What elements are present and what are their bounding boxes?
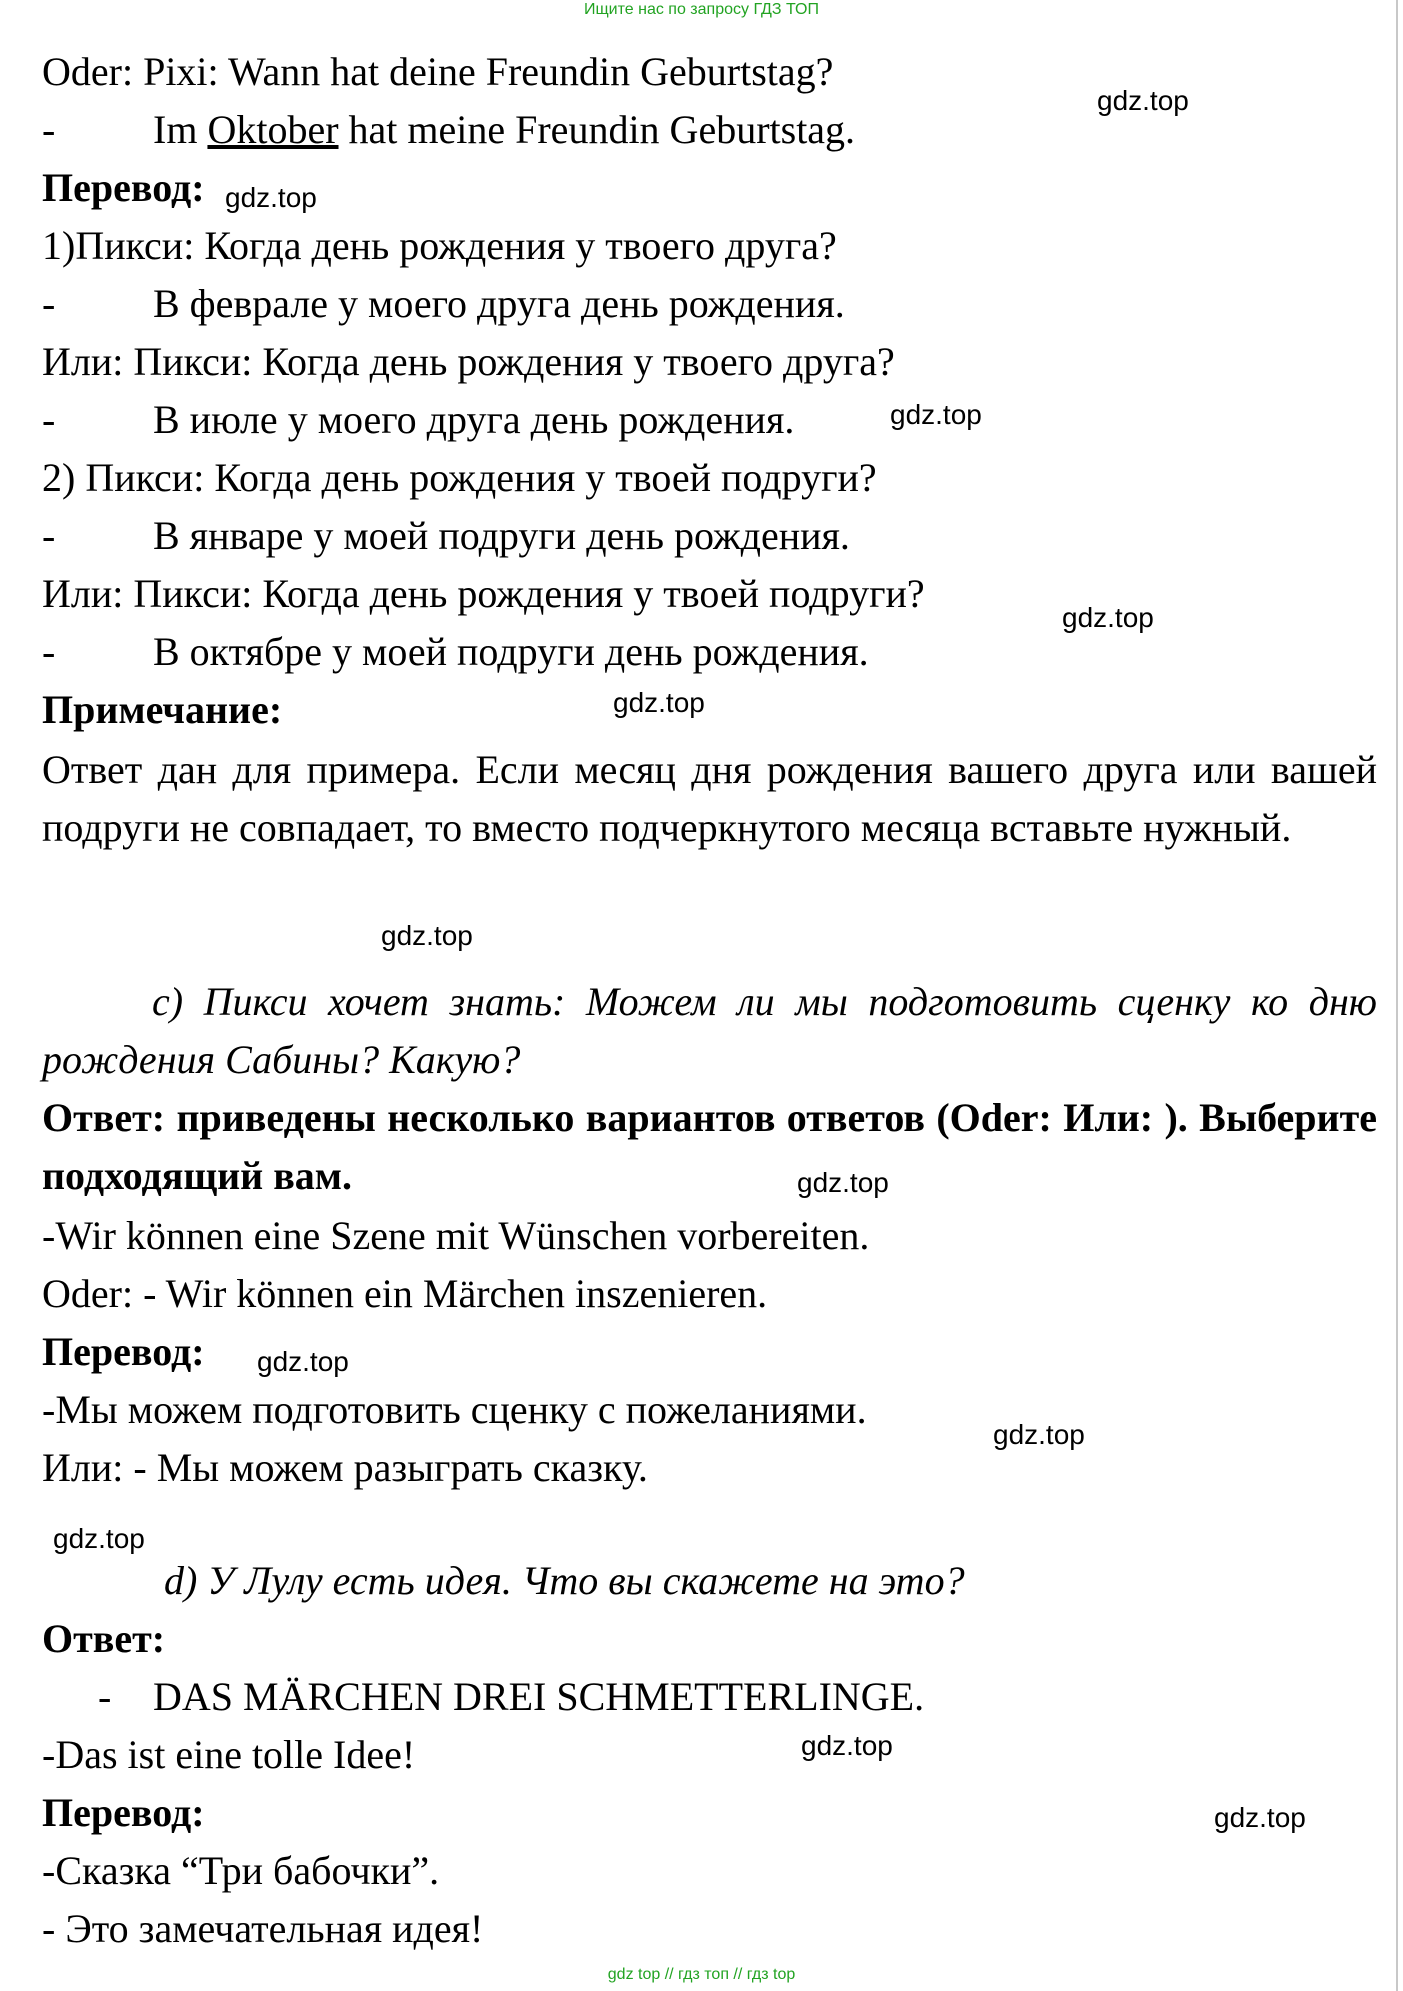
translation-heading: Перевод: <box>42 1329 205 1374</box>
translation-line: 1)Пикси: Когда день рождения у твоего друга? <box>42 223 837 268</box>
translation-line: -Мы можем подготовить сценку с пожеланиями. <box>42 1387 867 1432</box>
german-answer-line: DAS MÄRCHEN DREI SCHMETTERLINGE. <box>153 1674 925 1719</box>
watermark: gdz.top <box>797 1167 889 1198</box>
watermark: gdz.top <box>613 687 705 718</box>
watermark: gdz.top <box>257 1346 349 1377</box>
translation-line: В феврале у моего друга день рождения. <box>153 281 845 326</box>
translation-heading: Перевод: <box>42 1790 205 1835</box>
watermark: gdz.top <box>1214 1802 1306 1833</box>
watermark: gdz.top <box>801 1730 893 1761</box>
page-edge-divider <box>1396 0 1398 1991</box>
task-c: c) Пикси хочет знать: Можем ли мы подготовить сценку ко дню рождения Сабины? Какую? <box>42 979 1377 1082</box>
note-paragraph: Ответ дан для примера. Если месяц дня рождения вашего друга или вашей подруги не совпадает, то вместо подчеркнутого месяца вставьте нужный. <box>42 747 1377 850</box>
translation-line: 2) Пикси: Когда день рождения у твоей подруги? <box>42 455 877 500</box>
watermark: gdz.top <box>381 920 473 951</box>
watermark: gdz.top <box>1097 85 1189 116</box>
german-question-oder: Oder: Pixi: Wann hat deine Freundin Geburtstag? <box>42 49 834 94</box>
translation-dash: - <box>42 513 56 558</box>
german-answer-line: -Das ist eine tolle Idee! <box>42 1732 416 1777</box>
translation-line: Или: Пикси: Когда день рождения у твоего друга? <box>42 339 895 384</box>
watermark: gdz.top <box>890 399 982 430</box>
search-hint-header: Ищите нас по запросу ГДЗ ТОП <box>584 1 819 18</box>
translation-line: - Это замечательная идея! <box>42 1906 484 1951</box>
answer-dash: - <box>98 1674 112 1719</box>
watermark: gdz.top <box>225 182 317 213</box>
task-d: d) У Лулу есть идея. Что вы скажете на это? <box>164 1558 965 1603</box>
translation-line: В октябре у моей подруги день рождения. <box>153 629 869 674</box>
answer-suffix: hat meine Freundin Geburtstag. <box>338 107 856 152</box>
translation-dash: - <box>42 397 56 442</box>
watermark: gdz.top <box>53 1523 145 1554</box>
translation-line: В январе у моей подруги день рождения. <box>153 513 850 558</box>
watermark: gdz.top <box>1062 602 1154 633</box>
answer-prefix: Im <box>153 107 208 152</box>
note-heading: Примечание: <box>42 687 283 732</box>
underlined-month: Oktober <box>207 107 339 152</box>
german-answer-line: -Wir können eine Szene mit Wünschen vorbereiten. <box>42 1213 870 1258</box>
answer-dash: - <box>42 107 56 152</box>
translation-dash: - <box>42 629 56 674</box>
translation-line: Или: Пикси: Когда день рождения у твоей подруги? <box>42 571 925 616</box>
translation-line: -Сказка “Три бабочки”. <box>42 1848 440 1893</box>
german-answer-oder <box>153 106 855 154</box>
footer-watermark: gdz top // гдз топ // гдз top <box>607 1966 796 1983</box>
translation-line: В июле у моего друга день рождения. <box>153 397 795 442</box>
answer-d-heading: Ответ: <box>42 1616 166 1661</box>
german-answer-line: Oder: - Wir können ein Märchen inszenieren. <box>42 1271 768 1316</box>
translation-heading: Перевод: <box>42 165 205 210</box>
watermark: gdz.top <box>993 1419 1085 1450</box>
answer-c-heading: Ответ: приведены несколько вариантов ответов (Oder: Или: ). Выберите подходящий вам. <box>42 1095 1377 1198</box>
translation-line: Или: - Мы можем разыграть сказку. <box>42 1445 648 1490</box>
translation-dash: - <box>42 281 56 326</box>
